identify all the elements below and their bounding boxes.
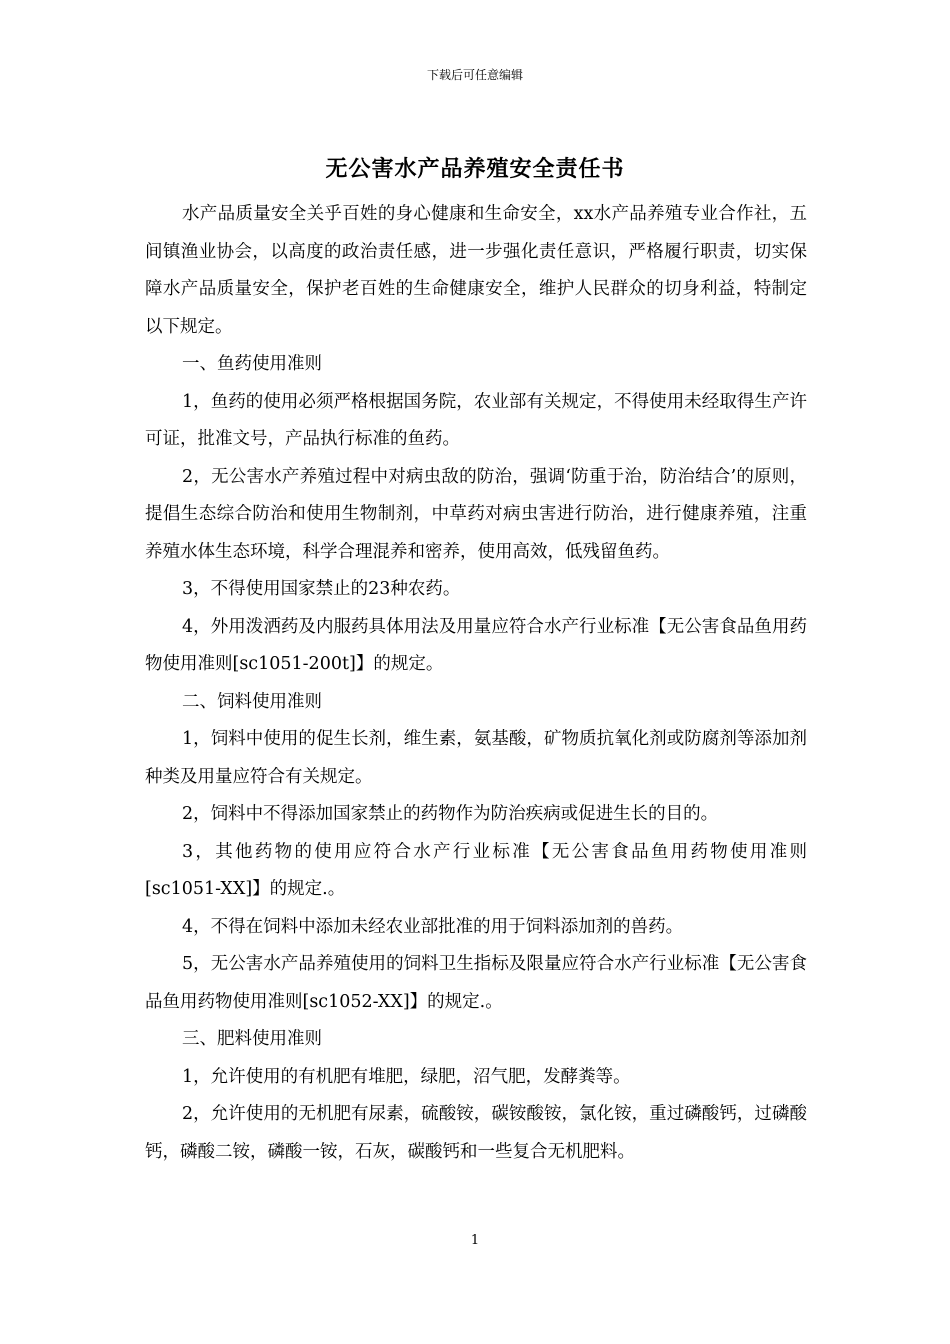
section-heading-fishery-drugs: 一、鱼药使用准则 [182,354,322,374]
section-heading-feed: 二、饲料使用准则 [182,691,322,712]
paragraph: 2，允许使用的无机肥有尿素，硫酸铵，碳铵酸铵，氯化铵，重过磷酸钙，过磷酸钙，磷酸二铵，磷酸一铵，石灰，碳酸钙和一些复合无机肥料。 [145,1104,807,1162]
document-title: 无公害水产品养殖安全责任书 [325,156,625,182]
paragraph: 3，其他药物的使用应符合水产行业标准【无公害食品鱼用药物使用准则[sc1051-XX]】的规定.。 [145,841,807,899]
section-heading-fertilizer: 三、肥料使用准则 [182,1029,322,1049]
paragraph: 2，无公害水产养殖过程中对病虫敌的防治，强调‘防重于治，防治结合’的原则，提倡生态综合防治和使用生物制剂，中草药对病虫害进行防治，进行健康养殖，注重养殖水体生态环境，科学合理混养和密养，使用高效，低残留鱼药。 [145,466,807,562]
page-number: 1 [470,1233,480,1248]
document-body [145,196,807,1171]
paragraph: 5，无公害水产品养殖使用的饲料卫生指标及限量应符合水产行业标准【无公害食品鱼用药物使用准则[sc1052-XX]】的规定.。 [145,954,807,1012]
paragraph: 4，不得在饲料中添加未经农业部批准的用于饲料添加剂的兽药。 [182,916,684,937]
header-note: 下载后可任意编辑 [426,68,523,82]
paragraph: 2，饲料中不得添加国家禁止的药物作为防治疾病或促进生长的目的。 [182,804,719,824]
paragraph: 3，不得使用国家禁止的23种农药。 [182,579,461,599]
paragraph-intro: 水产品质量安全关乎百姓的身心健康和生命安全，xx水产品养殖专业合作社，五间镇渔业协会，以高度的政治责任感，进一步强化责任意识，严格履行职责，切实保障水产品质量安全，保护老百姓的生命健康安全，维护人民群众的切身利益，特制定以下规定。 [145,204,807,337]
paragraph: 4，外用泼洒药及内服药具体用法及用量应符合水产行业标准【无公害食品鱼用药物使用准则[sc1051-200t]】的规定。 [145,616,807,674]
paragraph: 1，鱼药的使用必须严格根据国务院，农业部有关规定，不得使用未经取得生产许可证，批准文号，产品执行标准的鱼药。 [145,391,807,449]
paragraph: 1，饲料中使用的促生长剂，维生素，氨基酸，矿物质抗氧化剂或防腐剂等添加剂种类及用量应符合有关规定。 [145,729,807,787]
paragraph: 1，允许使用的有机肥有堆肥，绿肥，沼气肥，发酵粪等。 [182,1066,631,1087]
